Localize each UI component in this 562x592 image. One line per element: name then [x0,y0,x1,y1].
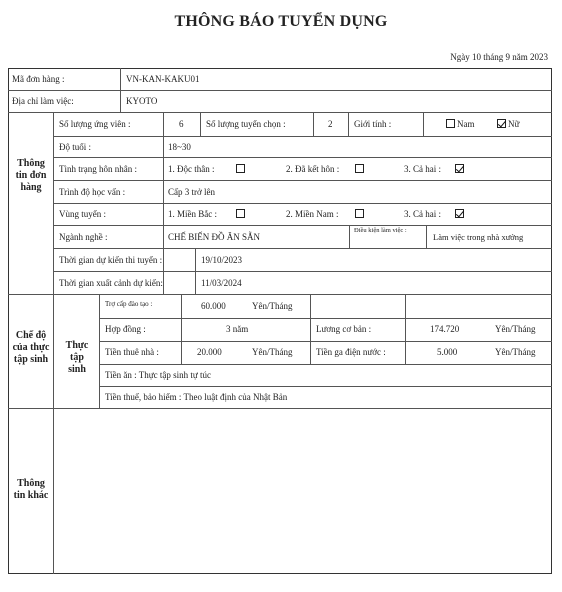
exam-date-label: Thời gian dự kiến thi tuyển : [59,255,163,265]
base-salary-unit: Yên/Tháng [495,324,536,334]
industry-label: Ngành nghề : [59,232,108,242]
selected-count-label: Số lượng tuyển chọn : [206,119,286,129]
departure-date-label: Thời gian xuất cảnh dự kiến: [59,278,163,288]
gender-male-label: Nam [457,119,475,129]
region-south-label: 2. Miền Nam : [286,209,339,219]
training-allowance-value: 60.000 [201,301,226,311]
order-code-label: Mã đơn hàng : [12,74,65,84]
headcount-label: Số lượng ứng viên : [59,119,131,129]
tax-insurance-note: Tiền thuế, bảo hiểm : Theo luật định của Nhật Bản [105,392,288,402]
marital-single-label: 1. Độc thân : [168,164,215,174]
rent-value: 20.000 [197,347,222,357]
region-north-checkbox[interactable] [236,209,245,218]
region-north-label: 1. Miền Bắc : [168,209,217,219]
work-condition-label: Điều kiện làm việc : [354,227,407,234]
gender-female-label: Nữ [508,119,520,129]
work-address-label: Địa chỉ làm việc: [12,96,74,106]
region-both-checkbox[interactable] [455,209,464,218]
selected-count-value: 2 [328,119,333,129]
work-condition-value: Làm việc trong nhà xưởng [433,232,524,242]
training-allowance-unit: Yên/Tháng [252,301,293,311]
work-address-value: KYOTO [126,96,158,106]
education-value: Cấp 3 trở lên [168,187,215,197]
section-order-info: Thông tin đơn hàng [15,158,47,193]
marital-status-label: Tình trạng hôn nhân : [59,164,137,174]
gender-male-checkbox[interactable] [446,119,455,128]
departure-date-value: 11/03/2024 [201,278,242,288]
rent-unit: Yên/Tháng [252,347,293,357]
rent-label: Tiền thuê nhà : [105,347,159,357]
training-allowance-label: Trợ cấp đào tạo : [105,300,153,308]
intern-label: Thực tập sinh [65,340,89,375]
exam-date-value: 19/10/2023 [201,255,243,265]
order-code-value: VN-KAN-KAKU01 [126,74,200,84]
age-label: Độ tuổi : [59,142,92,152]
region-south-checkbox[interactable] [355,209,364,218]
contract-label: Hợp đồng : [105,324,146,334]
utilities-unit: Yên/Tháng [495,347,536,357]
other-info-area[interactable] [54,409,551,573]
marital-both-label: 3. Cả hai : [404,164,441,174]
section-intern-benefits: Chế độ của thực tập sinh [12,330,50,365]
headcount-value: 6 [179,119,184,129]
document-title: THÔNG BÁO TUYỂN DỤNG [174,13,388,30]
contract-value: 3 năm [226,324,249,334]
gender-label: Giới tính : [354,119,392,129]
age-value: 18~30 [168,142,191,152]
base-salary-label: Lương cơ bản : [316,324,372,334]
gender-female-checkbox[interactable] [497,119,506,128]
marital-married-checkbox[interactable] [355,164,364,173]
region-both-label: 3. Cả hai : [404,209,441,219]
education-label: Trình độ học vấn : [59,187,126,197]
section-other-info: Thông tin khác [13,478,49,501]
industry-value: CHẾ BIẾN ĐỒ ĂN SẴN [168,232,260,242]
marital-married-label: 2. Đã kết hôn : [286,164,340,174]
marital-single-checkbox[interactable] [236,164,245,173]
recruit-region-label: Vùng tuyển : [59,209,106,219]
base-salary-value: 174.720 [430,324,460,334]
utilities-label: Tiền ga điện nước : [316,347,386,357]
meals-note: Tiền ăn : Thực tập sinh tự túc [105,370,212,380]
document-date: Ngày 10 tháng 9 năm 2023 [450,52,548,62]
marital-both-checkbox[interactable] [455,164,464,173]
utilities-value: 5.000 [437,347,458,357]
